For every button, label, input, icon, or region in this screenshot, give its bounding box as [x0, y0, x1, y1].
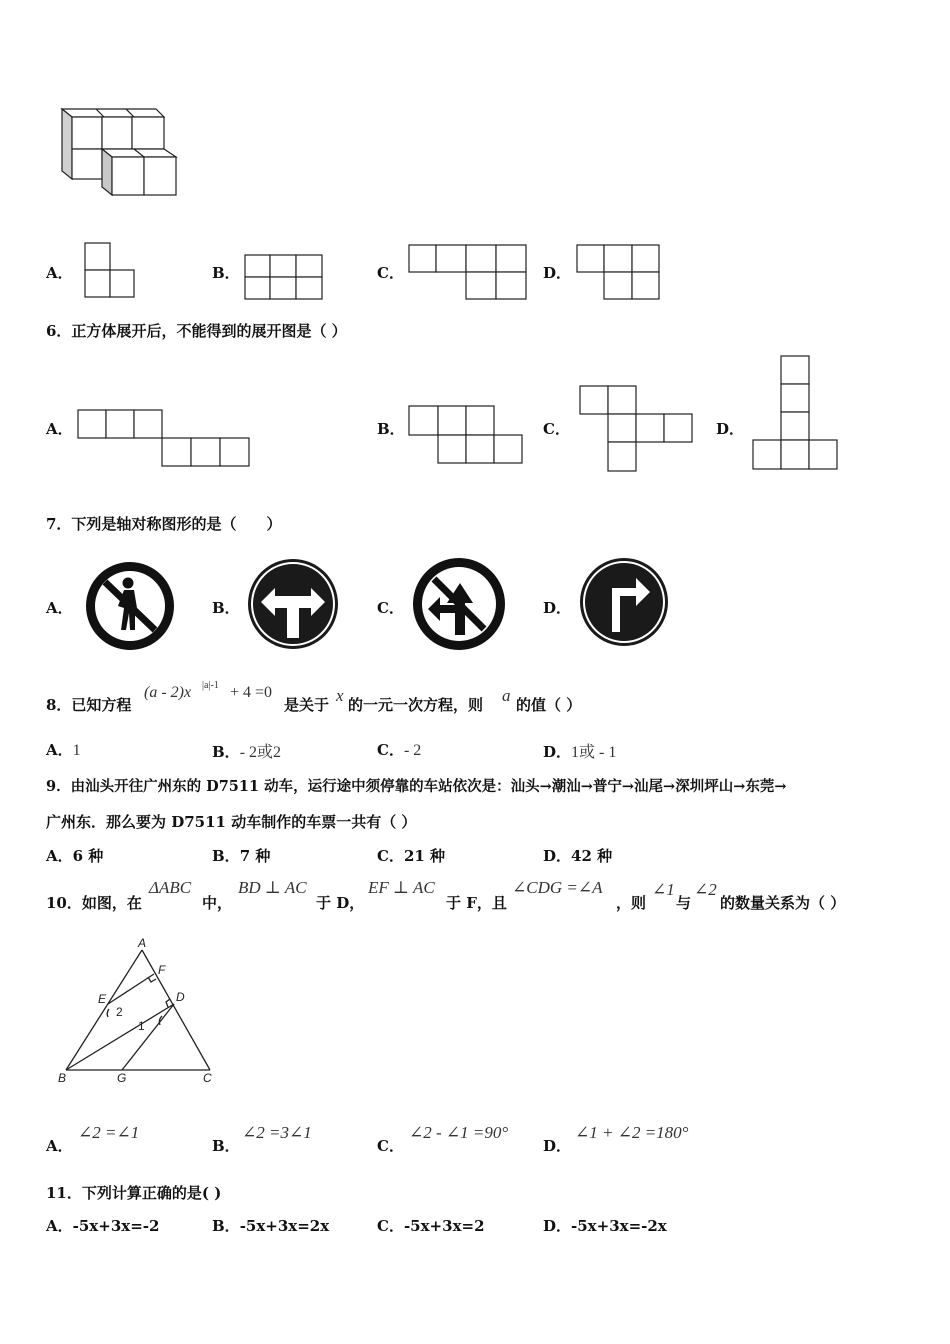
fig-label-angle1: 1	[138, 1019, 145, 1033]
option-label: B．	[212, 599, 240, 617]
q8-exponent: |a|-1	[202, 680, 219, 691]
option-label: C．	[377, 847, 404, 865]
option-label: D．	[543, 847, 572, 865]
q7-question: 7．下列是轴对称图形的是（ ）	[46, 515, 282, 533]
q9-option-c[interactable]	[377, 845, 445, 866]
q10-text-4: 于 F，且	[446, 894, 507, 912]
q6-option-c-figure	[579, 385, 695, 473]
option-value: ∠2 =∠1	[78, 1123, 140, 1142]
left-right-turn-sign-icon	[245, 556, 341, 652]
option-label: B．	[212, 847, 240, 865]
option-label: B．	[212, 1137, 240, 1155]
q8-prefix: 8．已知方程	[46, 696, 132, 714]
q10-text-7: 的数量关系为（ ）	[720, 894, 846, 912]
q8-option-b[interactable]	[212, 739, 281, 762]
option-value: 7 种	[239, 847, 271, 865]
option-label: B．	[377, 420, 405, 438]
option-value: 21 种	[403, 847, 446, 865]
q5-solid-figure	[60, 105, 180, 197]
q8-option-a[interactable]	[46, 739, 81, 760]
option-label: A．	[46, 1137, 73, 1155]
q8-option-d[interactable]	[543, 739, 616, 762]
q5-option-a[interactable]	[46, 262, 73, 283]
right-turn-sign-icon	[578, 556, 670, 648]
q6-question: 6．正方体展开后，不能得到的展开图是（ ）	[46, 322, 347, 340]
q8-equation-tail: + 4 =0	[230, 684, 273, 701]
q10-math-3: EF ⊥ AC	[368, 878, 435, 897]
option-label: C．	[377, 599, 404, 617]
q11-question: 11．下列计算正确的是( )	[46, 1184, 222, 1202]
q10-text-5: ，则	[616, 894, 647, 912]
option-value: ∠1 + ∠2 =180°	[575, 1123, 689, 1142]
q9-option-b[interactable]	[212, 845, 270, 866]
q8-suffix: 的值（ ）	[516, 696, 582, 714]
option-value: 42 种	[571, 847, 613, 865]
q5-option-b-figure	[244, 254, 324, 300]
q8-var-x: x	[336, 686, 344, 705]
q5-option-d[interactable]	[543, 262, 571, 283]
fig-label-g: G	[117, 1071, 127, 1085]
option-label: B．	[212, 743, 240, 761]
fig-label-e: E	[98, 992, 107, 1006]
option-value: - 2	[403, 742, 422, 759]
q10-math-6: ∠2	[694, 880, 717, 899]
fig-label-d: D	[176, 990, 185, 1004]
option-value: -5x+3x=-2	[72, 1217, 160, 1235]
q6-option-a[interactable]	[46, 418, 73, 439]
option-label: C．	[377, 1137, 404, 1155]
q6-option-b[interactable]	[377, 418, 405, 439]
option-label: B．	[212, 1217, 240, 1235]
q10-text-6: 与	[676, 894, 692, 912]
q6-option-b-figure	[408, 405, 524, 465]
option-label: D．	[543, 1217, 572, 1235]
q10-triangle-figure	[56, 936, 226, 1088]
q7-option-b[interactable]	[212, 597, 240, 618]
option-label: D．	[543, 264, 572, 282]
q6-option-d-figure	[752, 355, 840, 471]
q11-option-a[interactable]	[46, 1215, 159, 1236]
q8-option-c[interactable]	[377, 739, 421, 760]
option-value: - 2或2	[239, 744, 282, 761]
q8-middle2: 的一元一次方程，则	[348, 696, 484, 714]
q10-text-3: 于 D，	[316, 894, 365, 912]
q8-middle: 是关于	[284, 696, 330, 714]
option-label: A．	[46, 599, 73, 617]
q9-question-line2: 广州东．那么要为 D7511 动车制作的车票一共有（ ）	[46, 813, 417, 831]
q10-math-1: ΔABC	[149, 878, 192, 897]
option-label: A．	[46, 741, 73, 759]
option-label: A．	[46, 420, 73, 438]
option-label: C．	[377, 264, 404, 282]
option-value: 1或 - 1	[571, 744, 617, 761]
option-value: -5x+3x=2x	[239, 1217, 330, 1235]
option-value: 6 种	[72, 847, 104, 865]
q5-option-d-figure	[576, 244, 662, 300]
q6-option-d[interactable]	[716, 418, 744, 439]
option-label: D．	[543, 743, 572, 761]
q5-option-c-figure	[408, 244, 528, 300]
option-label: B．	[212, 264, 240, 282]
q7-option-c[interactable]	[377, 597, 404, 618]
q6-option-a-figure	[77, 409, 251, 467]
fig-label-b: B	[58, 1071, 67, 1085]
q7-option-d[interactable]	[543, 597, 571, 618]
option-label: D．	[543, 1137, 572, 1155]
option-value: 1	[72, 742, 81, 759]
no-pedestrian-sign-icon	[80, 558, 180, 654]
q9-option-d[interactable]	[543, 845, 612, 866]
option-label: A．	[46, 847, 73, 865]
option-label: A．	[46, 1217, 73, 1235]
option-label: A．	[46, 264, 73, 282]
q10-math-5: ∠1	[652, 880, 675, 899]
q5-option-b[interactable]	[212, 262, 240, 283]
option-value: -5x+3x=2	[403, 1217, 485, 1235]
option-label: D．	[543, 599, 572, 617]
q5-option-a-figure	[84, 242, 136, 298]
q10-math-4: ∠CDG =∠A	[512, 878, 603, 897]
q10-text-2: 中，	[202, 894, 233, 912]
q11-option-d[interactable]	[543, 1215, 667, 1236]
option-label: C．	[543, 420, 570, 438]
q11-option-c[interactable]	[377, 1215, 485, 1236]
q10-text-1: 10．如图，在	[46, 894, 142, 912]
fig-label-c: C	[203, 1071, 212, 1085]
q10-math-2: BD ⊥ AC	[238, 878, 307, 897]
q11-option-b[interactable]	[212, 1215, 329, 1236]
fig-label-angle2: 2	[116, 1005, 123, 1019]
no-left-turn-straight-sign-icon	[410, 555, 508, 653]
q8-var-a: a	[502, 686, 511, 705]
option-value: -5x+3x=-2x	[571, 1217, 667, 1235]
q9-question-line1: 9．由汕头开往广州东的 D7511 动车，运行途中须停靠的车站依次是：汕头→潮汕→普宁→汕尾→深圳坪山→东莞→	[46, 778, 787, 795]
option-label: D．	[716, 420, 745, 438]
option-value: ∠2 - ∠1 =90°	[409, 1123, 509, 1142]
q9-option-a[interactable]	[46, 845, 103, 866]
fig-label-f: F	[158, 963, 166, 977]
q7-option-a[interactable]	[46, 597, 73, 618]
q10-question	[46, 878, 906, 914]
q5-option-c[interactable]	[377, 262, 404, 283]
option-value: ∠2 =3∠1	[242, 1123, 312, 1142]
option-label: C．	[377, 1217, 404, 1235]
fig-label-a: A	[138, 936, 147, 950]
q8-equation: (a - 2)x	[144, 684, 192, 701]
q6-option-c[interactable]	[543, 418, 570, 439]
option-label: C．	[377, 741, 404, 759]
